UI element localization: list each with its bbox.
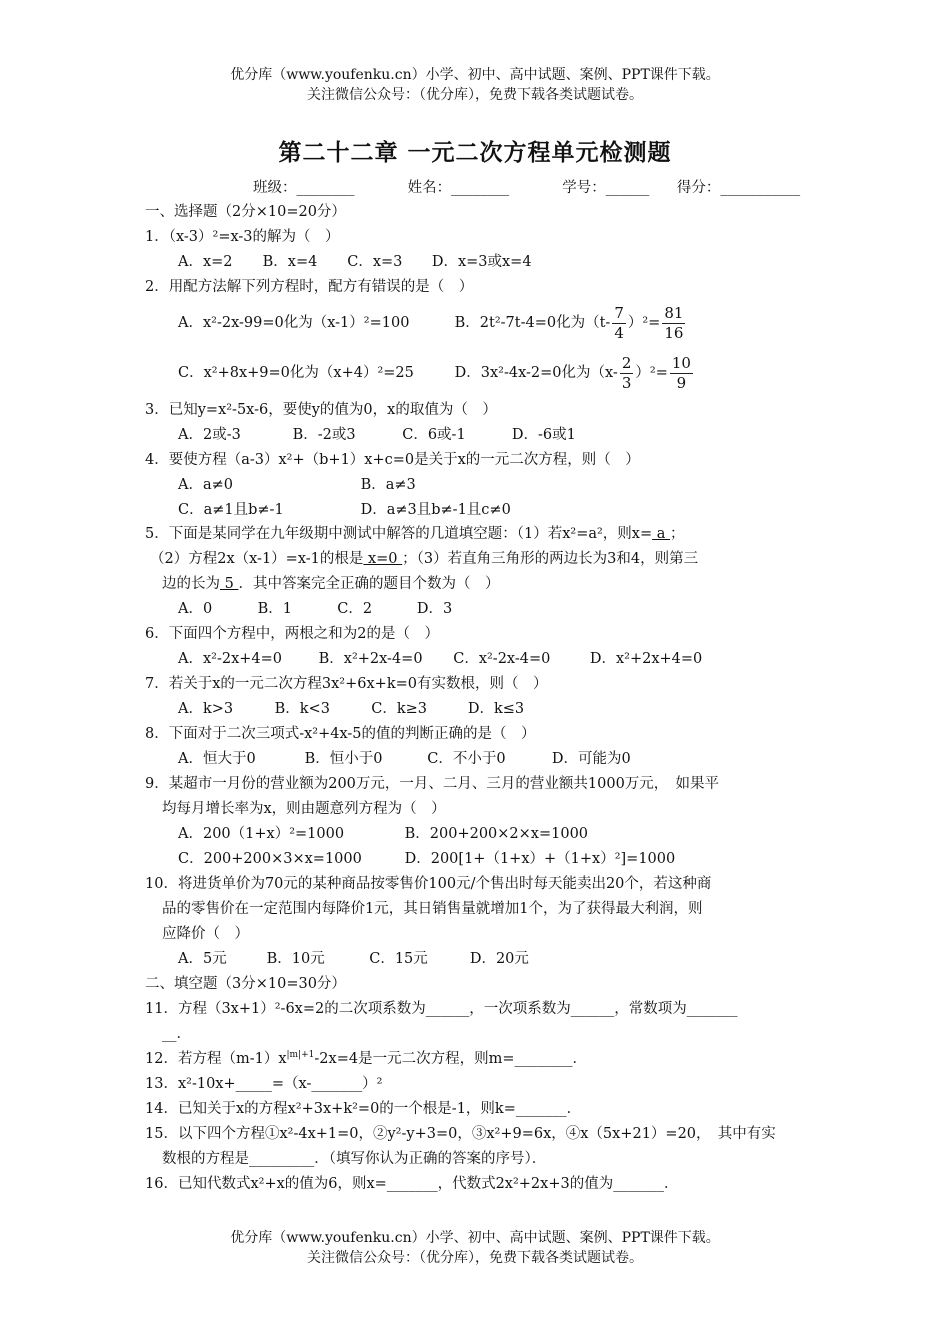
q12-text: 12．若方程（m-1）x	[145, 1051, 287, 1067]
q8-option-d: D．可能为0	[551, 751, 631, 767]
question-11-line-2: __．	[162, 1026, 191, 1042]
q9-option-b: B．200+200×2×x=1000	[404, 826, 589, 842]
q4-row-cd	[178, 500, 848, 520]
q5-option-c: C．2	[337, 601, 373, 617]
q5-option-b: B．1	[257, 601, 292, 617]
fraction-denominator: 3	[621, 373, 632, 392]
q5-option-d: D．3	[416, 601, 453, 617]
question-5-line-1	[145, 524, 815, 544]
q2-option-b-text: B．2t²-7t-4=0化为（t-	[454, 315, 611, 331]
q2-option-d	[455, 350, 695, 396]
question-12	[145, 1049, 815, 1069]
q3-option-c: C．6或-1	[402, 427, 466, 443]
question-15-line-2: 数根的方程是_________．（填写你认为正确的答案的序号）．	[162, 1151, 547, 1167]
q10-option-d: D．20元	[469, 951, 529, 967]
question-3-stem: 3．已知y=x²-5x-6，要使y的值为0，x的取值为（ ）	[145, 402, 497, 418]
footer-line-1: 优分库（www.youfenku.cn）小学、初中、高中试题、案例、PPT课件下载。	[230, 1230, 720, 1246]
fraction-denominator: 4	[614, 323, 624, 342]
question-4-stem: 4．要使方程（a-3）x²+（b+1）x+c=0是关于x的一元二次方程，则（ ）	[145, 452, 640, 468]
q5-text-3: 边的长为	[162, 576, 220, 592]
question-13: 13．x²-10x+_____=（x-_______）²	[145, 1076, 383, 1092]
name-field: 姓名：________	[407, 180, 510, 196]
q4-option-b: B．a≠3	[360, 477, 416, 493]
q5-answer-2: x=0	[363, 551, 403, 567]
question-11-line-1: 11．方程（3x+1）²-6x=2的二次项系数为______，一次项系数为______，常数项为_______	[145, 1001, 738, 1017]
q5-answer-1: a	[652, 526, 670, 542]
q9-row-cd	[178, 849, 848, 869]
question-8-stem: 8．下面对于二次三项式-x²+4x-5的值的判断正确的是（ ）	[145, 726, 536, 742]
footer-line-2: 关注微信公众号：（优分库），免费下载各类试题试卷。	[307, 1250, 643, 1266]
q7-option-a: A．k>3	[178, 701, 234, 717]
q3-option-d: D．-6或1	[511, 427, 576, 443]
q2-option-d-text: D．3x²-4x-2=0化为（x-	[454, 365, 618, 381]
section-2-heading: 二、填空题（3分×10=30分）	[145, 976, 346, 992]
fraction-7-4	[612, 304, 626, 343]
q8-option-b: B．恒小于0	[304, 751, 383, 767]
question-10-line-3: 应降价（ ）	[162, 926, 249, 942]
q2-option-b	[455, 300, 688, 346]
fraction-2-3	[620, 354, 634, 393]
q10-option-b: B．10元	[266, 951, 325, 967]
q9-row-ab	[178, 824, 848, 844]
q2-option-d-mid: ）²=	[635, 365, 668, 381]
fraction-numerator: 7	[614, 303, 624, 322]
question-5-options	[178, 599, 848, 619]
q8-option-c: C．不小于0	[427, 751, 506, 767]
question-3-options	[178, 425, 848, 445]
question-16: 16．已知代数式x²+x的值为6，则x=_______，代数式2x²+2x+3的值为_______．	[145, 1176, 679, 1192]
q9-option-c: C．200+200×3×x=1000	[178, 851, 362, 867]
question-2-stem: 2．用配方法解下列方程时，配方有错误的是（ ）	[145, 279, 474, 295]
header-line-2: 关注微信公众号：（优分库），免费下载各类试题试卷。	[307, 87, 643, 103]
section-1-heading: 一、选择题（2分×10=20分）	[145, 204, 346, 220]
q9-option-d: D．200[1+（1+x）+（1+x）²]=1000	[404, 851, 676, 867]
q7-option-c: C．k≥3	[371, 701, 427, 717]
q5-answer-3: 5	[220, 576, 239, 592]
q5-text-2-post: ；（3）若直角三角形的两边长为3和4，则第三	[402, 551, 699, 567]
fraction-numerator: 2	[621, 353, 632, 372]
question-15-line-1: 15．以下四个方程①x²-4x+1=0，②y²-y+3=0，③x²+9=6x，④x（5x+21）=20， 其中有实	[145, 1126, 776, 1142]
q4-option-d: D．a≠3且b≠-1且c≠0	[360, 502, 511, 518]
q12-text-post: -2x=4是一元二次方程，则m=________．	[314, 1051, 587, 1067]
q6-option-b: B．x²+2x-4=0	[318, 651, 423, 667]
q2-option-c: C．x²+8x+9=0化为（x+4）²=25	[178, 365, 414, 381]
q1-option-d: D．x=3或x=4	[431, 254, 532, 270]
question-8-options	[178, 749, 848, 769]
question-5-line-2	[150, 549, 820, 569]
q7-option-b: B．k<3	[274, 701, 330, 717]
q1-option-c: C．x=3	[347, 254, 403, 270]
q1-option-a: A．x=2	[178, 254, 233, 270]
class-field: 班级：________	[253, 180, 355, 196]
question-9-line-2: 均每月增长率为x，则由题意列方程为（ ）	[162, 801, 446, 817]
q3-option-b: B．-2或3	[292, 427, 356, 443]
question-1-options	[178, 252, 848, 272]
q10-option-a: A．5元	[178, 951, 227, 967]
q7-option-d: D．k≤3	[467, 701, 525, 717]
q5-text-1: 5．下面是某同学在九年级期中测试中解答的几道填空题：（1）若x²=a²，则x=	[145, 526, 653, 542]
q4-option-c: C．a≠1且b≠-1	[178, 502, 284, 518]
q12-exponent: |m|+1	[286, 1050, 315, 1061]
q2-row-cd	[178, 350, 848, 396]
q5-text-1-end: ；	[670, 526, 685, 542]
q2-row-ab	[178, 300, 848, 346]
q5-text-3-post: ．其中答案完全正确的题目个数为（ ）	[238, 576, 500, 592]
question-5-line-3	[162, 574, 832, 594]
question-14: 14．已知关于x的方程x²+3x+k²=0的一个根是-1，则k=_______．	[145, 1101, 582, 1117]
question-10-line-2: 品的零售价在一定范围内每降价1元，其日销售量就增加1个，为了获得最大利润，则	[162, 901, 703, 917]
question-7-options	[178, 699, 848, 719]
fraction-numerator: 10	[671, 353, 691, 372]
q2-option-a: A．x²-2x-99=0化为（x-1）²=100	[178, 315, 410, 331]
q2-option-b-mid: ）²=	[627, 315, 661, 331]
fraction-81-16	[662, 304, 685, 343]
header-line-1: 优分库（www.youfenku.cn）小学、初中、高中试题、案例、PPT课件下载。	[230, 67, 720, 83]
fraction-denominator: 16	[664, 323, 684, 342]
fraction-numerator: 81	[664, 303, 684, 322]
q6-option-a: A．x²-2x+4=0	[178, 651, 283, 667]
q5-text-2: （2）方程2x（x-1）=x-1的根是	[150, 551, 364, 567]
score-field: 得分：___________	[676, 180, 801, 196]
q4-option-a: A．a≠0	[178, 477, 233, 493]
q5-option-a: A．0	[178, 601, 213, 617]
q4-row-ab	[178, 475, 848, 495]
question-6-stem: 6．下面四个方程中，两根之和为2的是（ ）	[145, 626, 439, 642]
question-7-stem: 7．若关于x的一元二次方程3x²+6x+k=0有实数根，则（ ）	[145, 676, 548, 692]
q3-option-a: A．2或-3	[178, 427, 241, 443]
fraction-denominator: 9	[676, 373, 687, 392]
question-9-line-1: 9．某超市一月份的营业额为200万元，一月、二月、三月的营业额共1000万元， 如果平	[145, 776, 720, 792]
question-10-options	[178, 949, 848, 969]
q6-option-c: C．x²-2x-4=0	[453, 651, 551, 667]
q6-option-d: D．x²+2x+4=0	[589, 651, 703, 667]
q9-option-a: A．200（1+x）²=1000	[178, 826, 345, 842]
question-10-line-1: 10．将进货单价为70元的某种商品按零售价100元/个售出时每天能卖出20个，若这种商	[145, 876, 712, 892]
q10-option-c: C．15元	[369, 951, 428, 967]
number-field: 学号：______	[562, 180, 650, 196]
question-1-stem: 1．（x-3）²=x-3的解为（ ）	[145, 229, 340, 245]
q1-option-b: B．x=4	[262, 254, 318, 270]
page-title: 第二十二章 一元二次方程单元检测题	[278, 140, 672, 166]
question-6-options	[178, 649, 848, 669]
student-info-row	[253, 178, 813, 198]
fraction-10-9	[670, 354, 693, 393]
q8-option-a: A．恒大于0	[178, 751, 256, 767]
